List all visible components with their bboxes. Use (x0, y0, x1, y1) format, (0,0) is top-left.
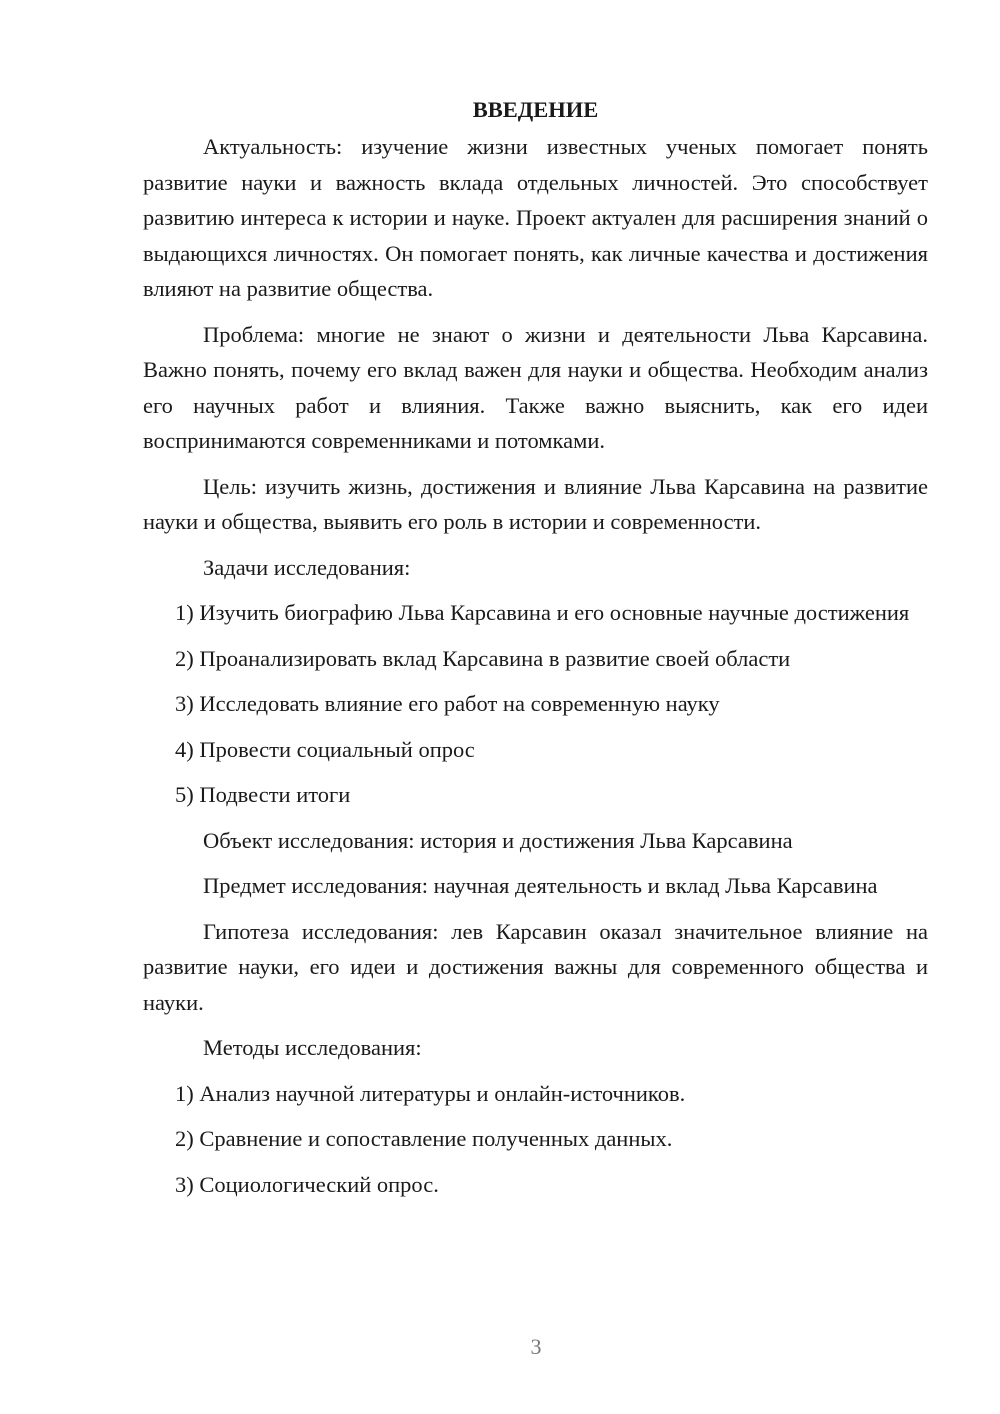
tasks-heading: Задачи исследования: (203, 554, 411, 580)
task-item: 1) Изучить биографию Льва Карсавина и его основные научные достижения (175, 600, 910, 625)
task-item: 3) Исследовать влияние его работ на современную науку (175, 691, 720, 716)
task-item: 2) Проанализировать вклад Карсавина в развитие своей области (175, 645, 791, 671)
page-number: 3 (530, 1334, 542, 1359)
document-body (143, 95, 928, 1212)
method-item: 1) Анализ научной литературы и онлайн-источников. (175, 1080, 686, 1106)
section-title: ВВЕДЕНИЕ (472, 97, 599, 122)
task-item: 5) Подвести итоги (175, 782, 351, 807)
method-item: 2) Сравнение и сопоставление полученных данных. (175, 1126, 673, 1151)
methods-heading: Методы исследования: (203, 1035, 422, 1060)
goal-paragraph: Цель: изучить жизнь, достижения и влияние Льва Карсавина на развитие науки и общества, выявить его роль в истории и современности. (143, 473, 928, 534)
task-item: 4) Провести социальный опрос (175, 736, 475, 762)
research-hypothesis: Гипотеза исследования: лев Карсавин оказал значительное влияние на развитие науки, его идеи и достижения важны для современного общества и науки. (143, 918, 928, 1015)
research-object: Объект исследования: история и достижения Льва Карсавина (203, 827, 793, 853)
method-item: 3) Социологический опрос. (175, 1171, 439, 1197)
relevance-paragraph: Актуальность: изучение жизни известных ученых помогает понять развитие науки и важность вклада отдельных личностей. Это способствует развитию интереса к истории и науке. Проект актуален для расширения знаний о выдающихся личностях. Он помогает понять, как личные качества и достижения влияют на развитие общества. (143, 134, 928, 301)
research-subject: Предмет исследования: научная деятельность и вклад Льва Карсавина (203, 873, 878, 898)
problem-paragraph: Проблема: многие не знают о жизни и деятельности Льва Карсавина. Важно понять, почему его вклад важен для науки и общества. Необходим анализ его научных работ и влияния. Также важно выяснить, как его идеи воспринимаются современниками и потомками. (143, 321, 928, 453)
